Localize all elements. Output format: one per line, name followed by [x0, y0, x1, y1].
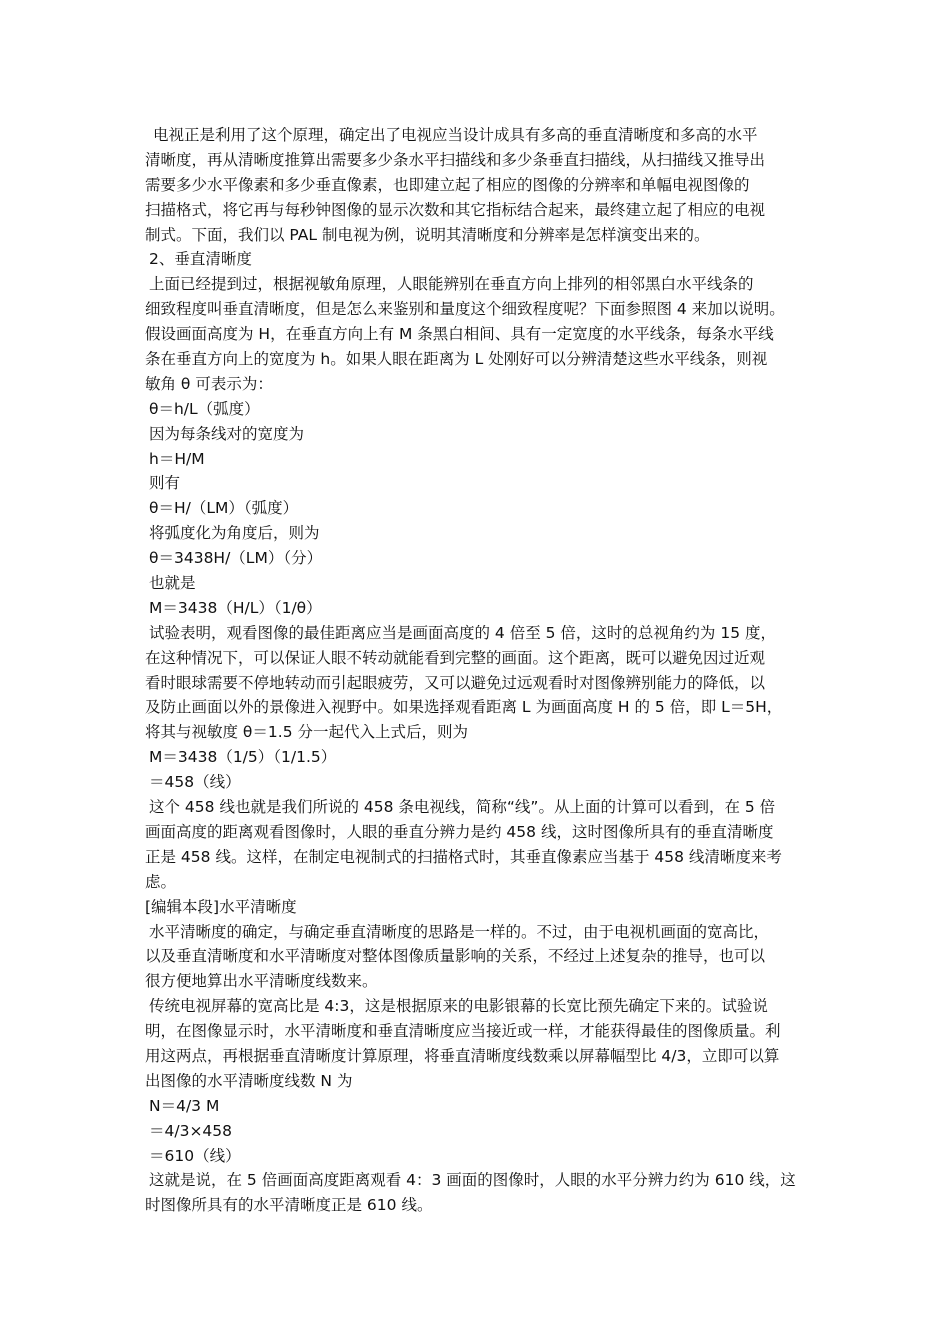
text-line: 敏角 θ 可表示为：: [145, 374, 273, 393]
text-line: 这就是说，在 5 倍画面高度距离观看 4：3 画面的图像时，人眼的水平分辨力约为 610 线，这: [149, 1171, 796, 1190]
text-line: 制式。下面，我们以 PAL 制电视为例，说明其清晰度和分辨率是怎样演变出来的。: [145, 225, 710, 244]
text-line: 2、垂直清晰度: [149, 250, 252, 269]
text-line: 用这两点，再根据垂直清晰度计算原理，将垂直清晰度线数乘以屏幕幅型比 4/3，立即可以算: [145, 1046, 780, 1065]
text-line: ＝4/3×458: [149, 1121, 233, 1140]
text-line: [编辑本段]水平清晰度: [145, 897, 297, 916]
text-line: 很方便地算出水平清晰度线数来。: [145, 972, 378, 991]
text-line: 正是 458 线。这样，在制定电视制式的扫描格式时，其垂直像素应当基于 458 线清晰度来考: [145, 847, 782, 866]
text-line: M＝3438（1/5）（1/1.5）: [149, 748, 337, 767]
text-line: 则有: [149, 474, 181, 493]
text-line: 将弧度化为角度后，则为: [149, 524, 320, 543]
text-line: 因为每条线对的宽度为: [149, 424, 305, 443]
text-line: 以及垂直清晰度和水平清晰度对整体图像质量影响的关系，不经过上述复杂的推导，也可以: [145, 947, 766, 966]
document-body: [145, 123, 815, 1218]
text-line: θ＝H/（LM）（弧度）: [149, 499, 299, 518]
text-line: 假设画面高度为 H，在垂直方向上有 M 条黑白相间、具有一定宽度的水平线条，每条水平线: [145, 325, 774, 344]
text-line: ＝458（线）: [149, 773, 241, 792]
text-line: 在这种情况下，可以保证人眼不转动就能看到完整的画面。这个距离，既可以避免因过近观: [145, 648, 766, 667]
text-line: θ＝h/L（弧度）: [149, 399, 260, 418]
text-line: 水平清晰度的确定，与确定垂直清晰度的思路是一样的。不过，由于电视机画面的宽高比，: [149, 922, 770, 941]
text-line: 看时眼球需要不停地转动而引起眼疲劳，又可以避免过远观看时对图像辨别能力的降低，以: [145, 673, 766, 692]
text-line: 时图像所具有的水平清晰度正是 610 线。: [145, 1196, 433, 1215]
text-line: N＝4/3 M: [149, 1096, 220, 1115]
text-line: 电视正是利用了这个原理，确定出了电视应当设计成具有多高的垂直清晰度和多高的水平: [153, 126, 758, 144]
text-line: 需要多少水平像素和多少垂直像素，也即建立起了相应的图像的分辨率和单幅电视图像的: [145, 175, 750, 194]
text-line: 虑。: [145, 872, 177, 891]
text-line: 试验表明，观看图像的最佳距离应当是画面高度的 4 倍至 5 倍，这时的总视角约为 15 度，: [149, 623, 777, 642]
text-line: 明，在图像显示时，水平清晰度和垂直清晰度应当接近或一样，才能获得最佳的图像质量。利: [145, 1022, 781, 1041]
text-line: 出图像的水平清晰度线数 N 为: [145, 1071, 353, 1090]
text-line: 条在垂直方向上的宽度为 h。如果人眼在距离为 L 处刚好可以分辨清楚这些水平线条，则视: [145, 350, 768, 369]
text-line: 扫描格式，将它再与每秒钟图像的显示次数和其它指标结合起来，最终建立起了相应的电视: [145, 200, 766, 219]
text-line: 也就是: [149, 574, 196, 593]
text-line: 及防止画面以外的景像进入视野中。如果选择观看距离 L 为画面高度 H 的 5 倍，即 L＝5H，: [145, 698, 783, 717]
text-line: 画面高度的距离观看图像时，人眼的垂直分辨力是约 458 线，这时图像所具有的垂直清晰度: [145, 822, 774, 841]
text-line: 将其与视敏度 θ＝1.5 分一起代入上式后，则为: [145, 723, 468, 742]
text-line: 清晰度，再从清晰度推算出需要多少条水平扫描线和多少条垂直扫描线，从扫描线又推导出: [145, 150, 766, 169]
text-line: θ＝3438H/（LM）（分）: [149, 549, 323, 568]
text-line: 这个 458 线也就是我们所说的 458 条电视线，简称“线”。从上面的计算可以看到，在 5 倍: [149, 798, 776, 817]
text-line: ＝610（线）: [149, 1146, 241, 1165]
text-line: M＝3438（H/L）（1/θ）: [149, 598, 322, 617]
text-line: h＝H/M: [149, 449, 205, 468]
text-line: 细致程度叫垂直清晰度，但是怎么来鉴别和量度这个细致程度呢？下面参照图 4 来加以说明。: [145, 300, 785, 319]
text-line: 传统电视屏幕的宽高比是 4:3，这是根据原来的电影银幕的长宽比预先确定下来的。试验说: [149, 997, 768, 1016]
text-line: 上面已经提到过，根据视敏角原理，人眼能辨别在垂直方向上排列的相邻黑白水平线条的: [149, 275, 754, 294]
